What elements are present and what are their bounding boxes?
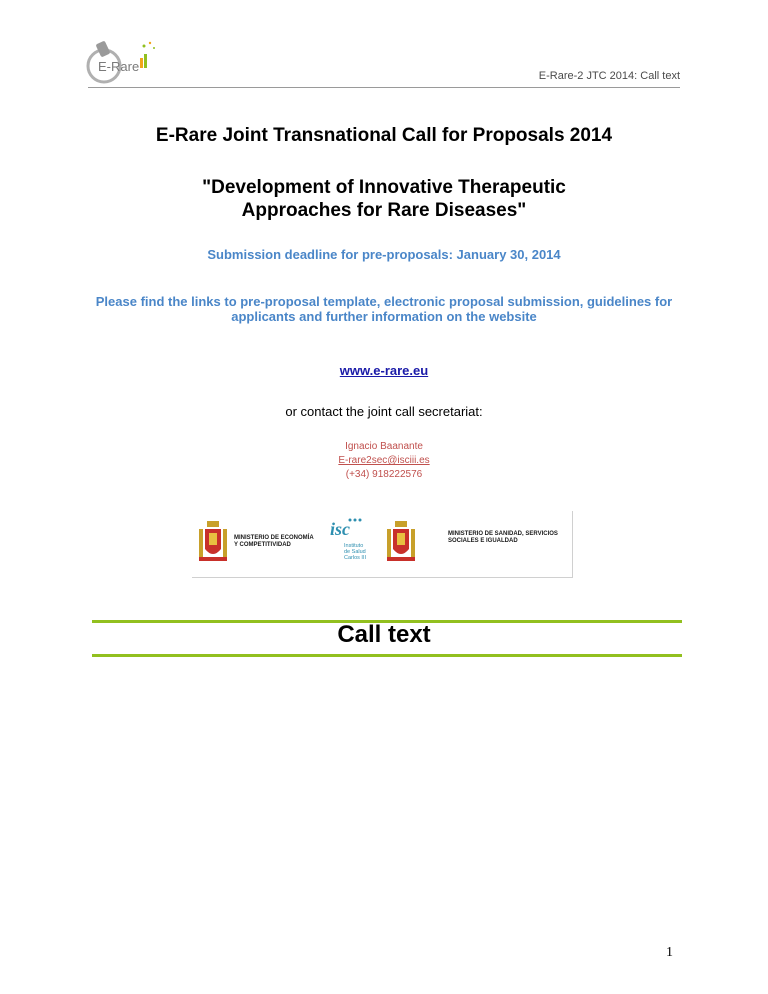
contact-intro: or contact the joint call secretariat: (285, 404, 483, 419)
page-number: 1 (666, 945, 673, 960)
website-link[interactable]: www.e-rare.eu (339, 363, 429, 378)
ministry-health-label: MINISTERIO DE SANIDAD, SERVICIOS SOCIALES E IGUALDAD (448, 531, 558, 544)
header-divider (88, 87, 680, 88)
contact-block (0, 440, 768, 482)
ministry-economy-label: MINISTERIO DE ECONOMÍA Y COMPETITIVIDAD (234, 535, 314, 548)
section-rule-bottom (92, 654, 682, 657)
section-title: Call text (337, 621, 431, 648)
document-title: E-Rare Joint Transnational Call for Proposals 2014 (155, 125, 613, 146)
coat-of-arms-icon (386, 519, 416, 565)
contact-name: Ignacio Baanante (345, 441, 423, 452)
e-rare-logo (84, 38, 166, 84)
sponsor-logos (192, 511, 573, 578)
coat-of-arms-icon (198, 519, 228, 565)
contact-email-link[interactable]: E-rare2sec@isciii.es (338, 455, 430, 466)
deadline-text: Submission deadline for pre-proposals: January 30, 2014 (207, 247, 561, 262)
isciii-mark: isc (330, 519, 350, 539)
call-topic: "Development of Innovative Therapeutic Approaches for Rare Diseases" (202, 177, 566, 221)
links-info-text: Please find the links to pre-proposal template, electronic proposal submission, guidelines for applicants and further information on the website (95, 294, 673, 324)
logo-wordmark: E-Rare (98, 59, 140, 74)
contact-phone: (+34) 918222576 (345, 469, 423, 480)
isciii-label: Instituto de Salud Carlos III (344, 543, 367, 561)
running-title: E-Rare-2 JTC 2014: Call text (538, 70, 680, 82)
